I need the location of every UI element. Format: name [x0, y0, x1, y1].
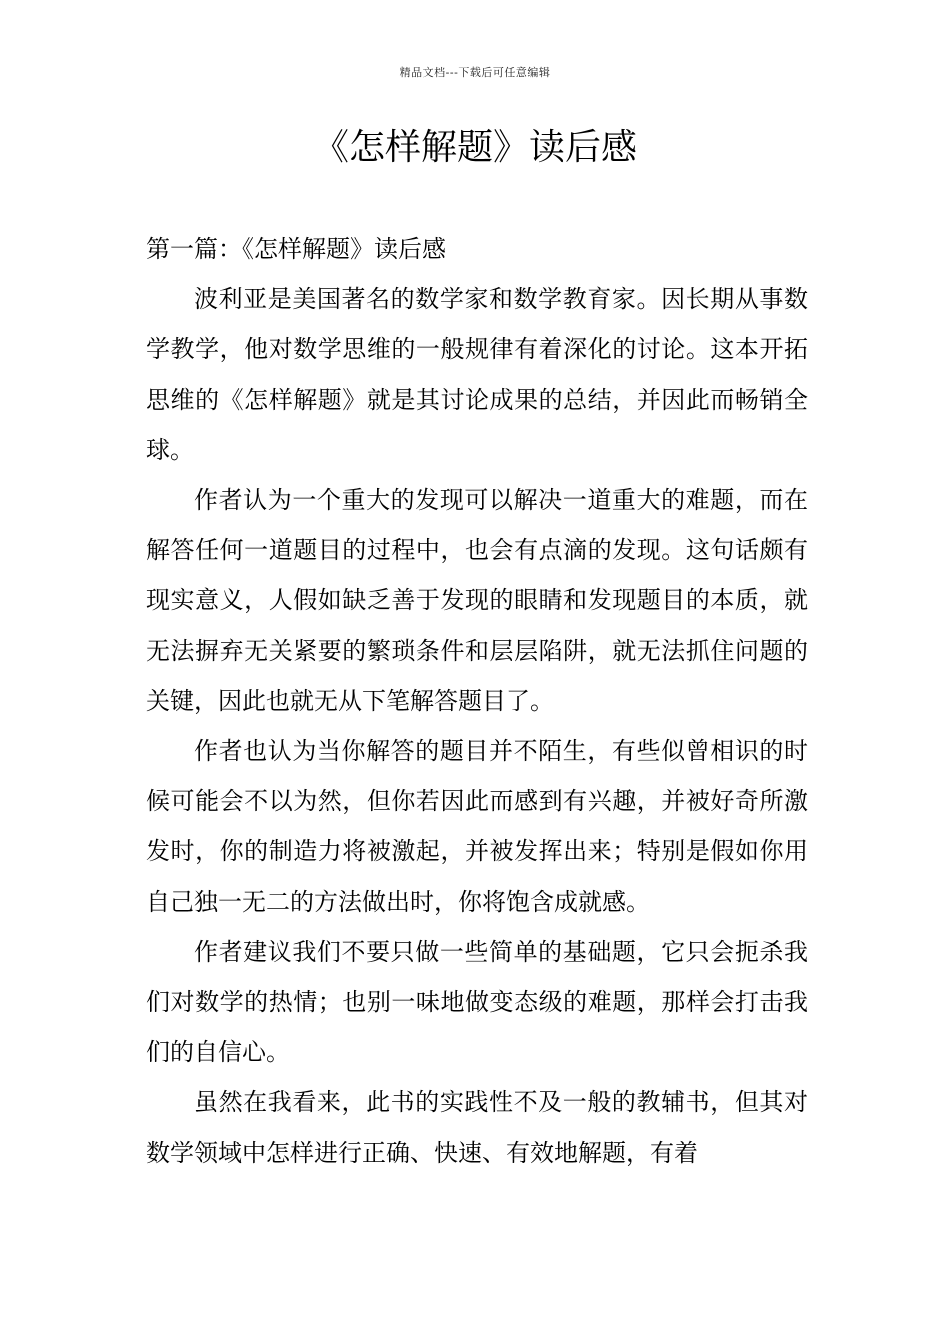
- document-body: [146, 224, 808, 1178]
- body-paragraph: 虽然在我看来，此书的实践性不及一般的教辅书，但其对数学领域中怎样进行正确、快速、有效地解题，有着: [146, 1088, 808, 1167]
- body-paragraph: 作者也认为当你解答的题目并不陌生，有些似曾相识的时候可能会不以为然，但你若因此而感到有兴趣，并被好奇所激发时，你的制造力将被激起，并被发挥出来；特别是假如你用自己独一无二的方法做出时，你将饱含成就感。: [146, 737, 808, 916]
- body-paragraph: 作者建议我们不要只做一些简单的基础题，它只会扼杀我们对数学的热情；也别一味地做变态级的难题，那样会打击我们的自信心。: [146, 937, 808, 1067]
- body-paragraph: 作者认为一个重大的发现可以解决一道重大的难题，而在解答任何一道题目的过程中，也会有点滴的发现。这句话颇有现实意义，人假如缺乏善于发现的眼睛和发现题目的本质，就无法摒弃无关紧要的繁琐条件和层层陷阱，就无法抓住问题的关键，因此也就无从下笔解答题目了。: [146, 486, 808, 715]
- body-paragraph: 波利亚是美国著名的数学家和数学教育家。因长期从事数学教学，他对数学思维的一般规律有着深化的讨论。这本开拓思维的《怎样解题》就是其讨论成果的总结，并因此而畅销全球。: [146, 285, 808, 464]
- page-header: 精品文档---下载后可任意编辑: [399, 66, 551, 79]
- document-title: 《怎样解题》读后感: [312, 127, 637, 168]
- section-heading: 第一篇：《怎样解题》读后感: [146, 235, 446, 263]
